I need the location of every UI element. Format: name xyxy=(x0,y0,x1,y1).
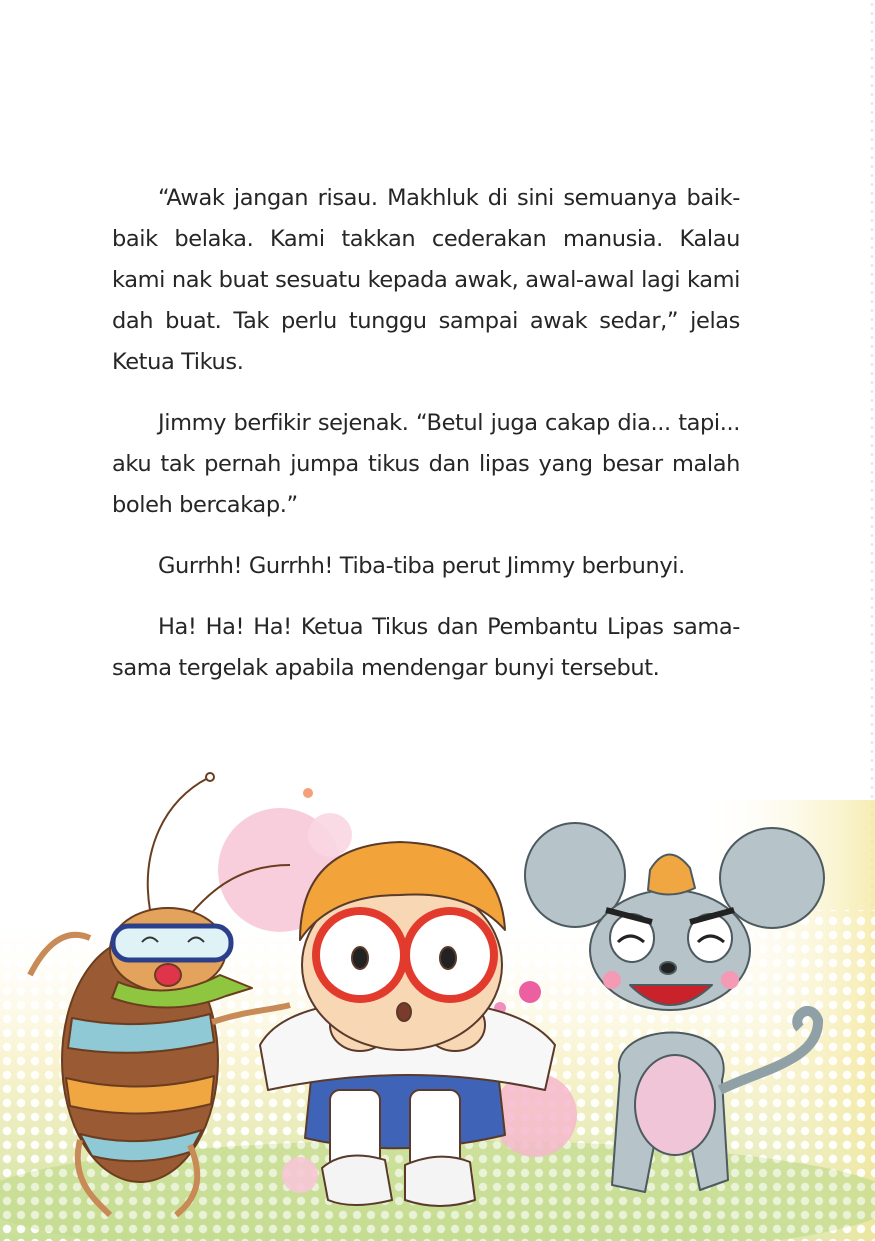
paragraph-2: Jimmy berfikir sejenak. “Betul juga cakap dia... tapi... aku tak pernah jumpa tikus dan lipas yang besar malah boleh bercakap.” xyxy=(112,410,740,518)
paragraph-3: Gurrhh! Gurrhh! Tiba-tiba perut Jimmy berbunyi. xyxy=(158,553,685,579)
story-text xyxy=(112,178,740,709)
story-illustration xyxy=(0,760,875,1241)
paragraph-1: “Awak jangan risau. Makhluk di sini semuanya baik-baik belaka. Kami takkan cederakan manusia. Kalau kami nak buat sesuatu kepada awak, awal-awal lagi kami dah buat. Tak perlu tunggu sampai awak sedar,” jelas Ketua Tikus. xyxy=(112,185,740,375)
paragraph-4: Ha! Ha! Ha! Ketua Tikus dan Pembantu Lipas sama-sama tergelak apabila mendengar bunyi tersebut. xyxy=(112,614,740,681)
